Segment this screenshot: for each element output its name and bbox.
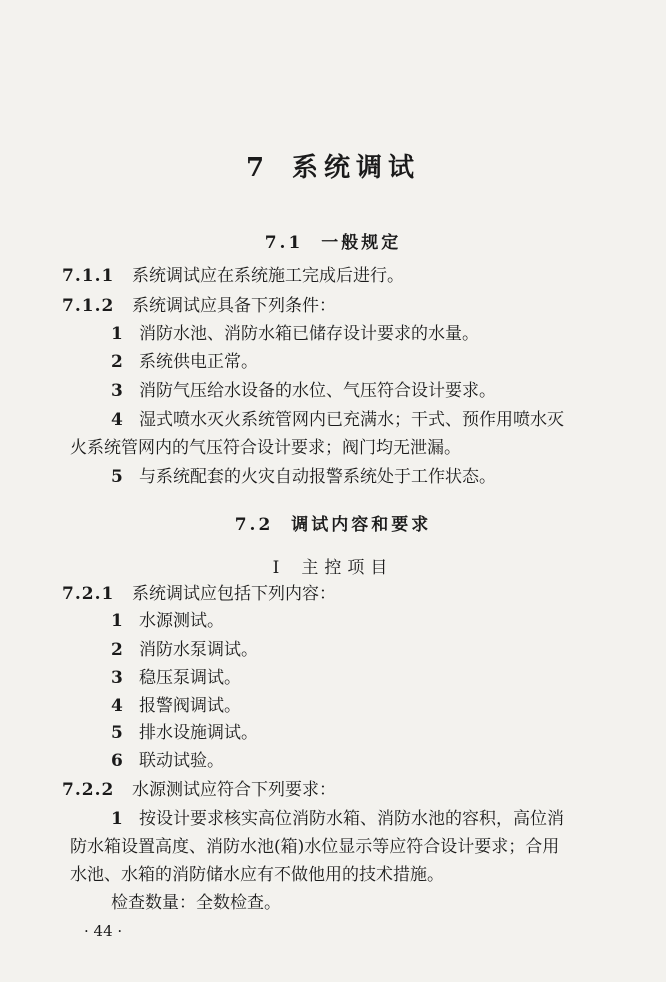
item-text: 消防水池、消防水箱已储存设计要求的水量。 (139, 324, 479, 344)
item-text: 按设计要求核实高位消防水箱、消防水池的容积，高位消 (139, 809, 564, 829)
section-heading-7-2 (0, 510, 666, 535)
item-text: 湿式喷水灭火系统管网内已充满水；干式、预作用喷水灭 (139, 410, 564, 430)
item-number: 1 (111, 809, 123, 829)
list-item (111, 323, 479, 345)
chapter-heading (0, 147, 666, 184)
clause-number: 7.2.1 (62, 584, 115, 604)
list-item (111, 466, 496, 488)
check-quantity-note: 检查数量：全数检查。 (111, 893, 281, 913)
list-item (111, 409, 564, 431)
section-number: 7.2 (234, 515, 274, 535)
section-heading-7-1 (0, 228, 666, 253)
clause-text: 水源测试应符合下列要求： (132, 780, 336, 800)
list-item (111, 695, 241, 717)
section-title: 调试内容和要求 (291, 515, 432, 535)
clause-text: 系统调试应在系统施工完成后进行。 (132, 266, 404, 286)
item-number: 5 (111, 467, 123, 487)
subheading-roman: Ⅰ (272, 558, 286, 578)
list-item (111, 610, 224, 632)
clause-7-2-1 (62, 583, 336, 605)
item-text: 联动试验。 (139, 751, 224, 771)
chapter-number: 7 (245, 153, 271, 183)
list-item (111, 808, 564, 830)
item-number: 6 (111, 751, 123, 771)
item-text: 系统供电正常。 (139, 352, 258, 372)
list-item (111, 667, 241, 689)
item-number: 1 (111, 324, 123, 344)
list-item-continuation: 水池、水箱的消防储水应有不做他用的技术措施。 (70, 865, 444, 885)
clause-number: 7.1.1 (62, 266, 115, 286)
item-number: 1 (111, 611, 123, 631)
list-item (111, 722, 258, 744)
item-text: 与系统配套的火灾自动报警系统处于工作状态。 (139, 467, 496, 487)
clause-7-2-2 (62, 779, 336, 801)
list-item (111, 639, 258, 661)
item-text: 消防水泵调试。 (139, 640, 258, 660)
item-number: 2 (111, 640, 123, 660)
clause-text: 系统调试应具备下列条件： (132, 296, 336, 316)
section-number: 7.1 (264, 233, 304, 253)
item-number: 3 (111, 668, 123, 688)
item-text: 消防气压给水设备的水位、气压符合设计要求。 (139, 381, 496, 401)
clause-7-1-1 (62, 265, 404, 287)
chapter-title: 系统调试 (292, 153, 421, 183)
item-number: 5 (111, 723, 123, 743)
item-text: 排水设施调试。 (139, 723, 258, 743)
list-item (111, 351, 258, 373)
list-item (111, 380, 496, 402)
clause-number: 7.1.2 (62, 296, 115, 316)
clause-number: 7.2.2 (62, 780, 115, 800)
clause-7-1-2 (62, 295, 336, 317)
item-number: 4 (111, 696, 123, 716)
item-text: 水源测试。 (139, 611, 224, 631)
subheading-title: 主控项目 (301, 558, 394, 578)
section-title: 一般规定 (321, 233, 402, 253)
list-item (111, 750, 224, 772)
item-number: 4 (111, 410, 123, 430)
item-number: 2 (111, 352, 123, 372)
item-text: 稳压泵调试。 (139, 668, 241, 688)
page-number: · 44 · (84, 922, 123, 940)
list-item-continuation: 火系统管网内的气压符合设计要求；阀门均无泄漏。 (70, 438, 461, 458)
item-number: 3 (111, 381, 123, 401)
item-text: 报警阀调试。 (139, 696, 241, 716)
clause-text: 系统调试应包括下列内容： (132, 584, 336, 604)
list-item-continuation: 防水箱设置高度、消防水池(箱)水位显示等应符合设计要求；合用 (70, 837, 560, 857)
subheading (0, 553, 666, 578)
